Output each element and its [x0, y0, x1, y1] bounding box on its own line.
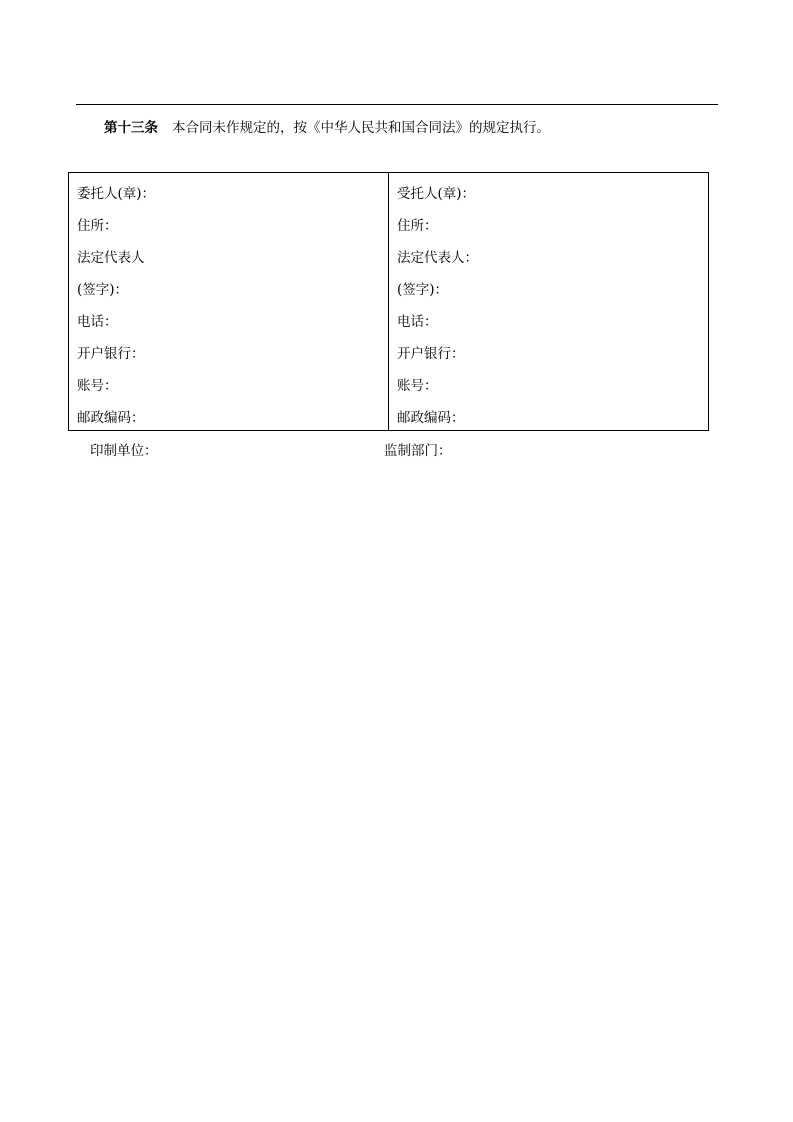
agent-signature-label: (签字)：: [397, 282, 449, 298]
article-13: [104, 118, 550, 138]
printer-label: 印制单位：: [90, 443, 158, 459]
principal-column: [69, 173, 388, 430]
article-label: 第十三条: [104, 120, 158, 136]
agent-column: [388, 173, 708, 430]
agent-phone-label: 电话：: [397, 314, 438, 330]
principal-legal-rep-label: 法定代表人: [77, 250, 145, 266]
agent-address-label: 住所：: [397, 218, 438, 234]
agent-postcode-label: 邮政编码：: [397, 410, 465, 426]
principal-address-label: 住所：: [77, 218, 118, 234]
agent-account-label: 账号：: [397, 378, 438, 394]
article-text: 本合同未作规定的，按《中华人民共和国合同法》的规定执行。: [172, 120, 550, 136]
principal-postcode-label: 邮政编码：: [77, 410, 145, 426]
header-rule: [76, 104, 718, 105]
signature-table: [68, 172, 709, 431]
agent-seal-label: 受托人(章)：: [397, 186, 476, 202]
agent-bank-label: 开户银行：: [397, 346, 465, 362]
principal-account-label: 账号：: [77, 378, 118, 394]
principal-seal-label: 委托人(章)：: [77, 186, 156, 202]
supervisor-label: 监制部门：: [384, 443, 452, 459]
principal-bank-label: 开户银行：: [77, 346, 145, 362]
principal-phone-label: 电话：: [77, 314, 118, 330]
principal-signature-label: (签字)：: [77, 282, 129, 298]
agent-legal-rep-label: 法定代表人：: [397, 250, 478, 266]
